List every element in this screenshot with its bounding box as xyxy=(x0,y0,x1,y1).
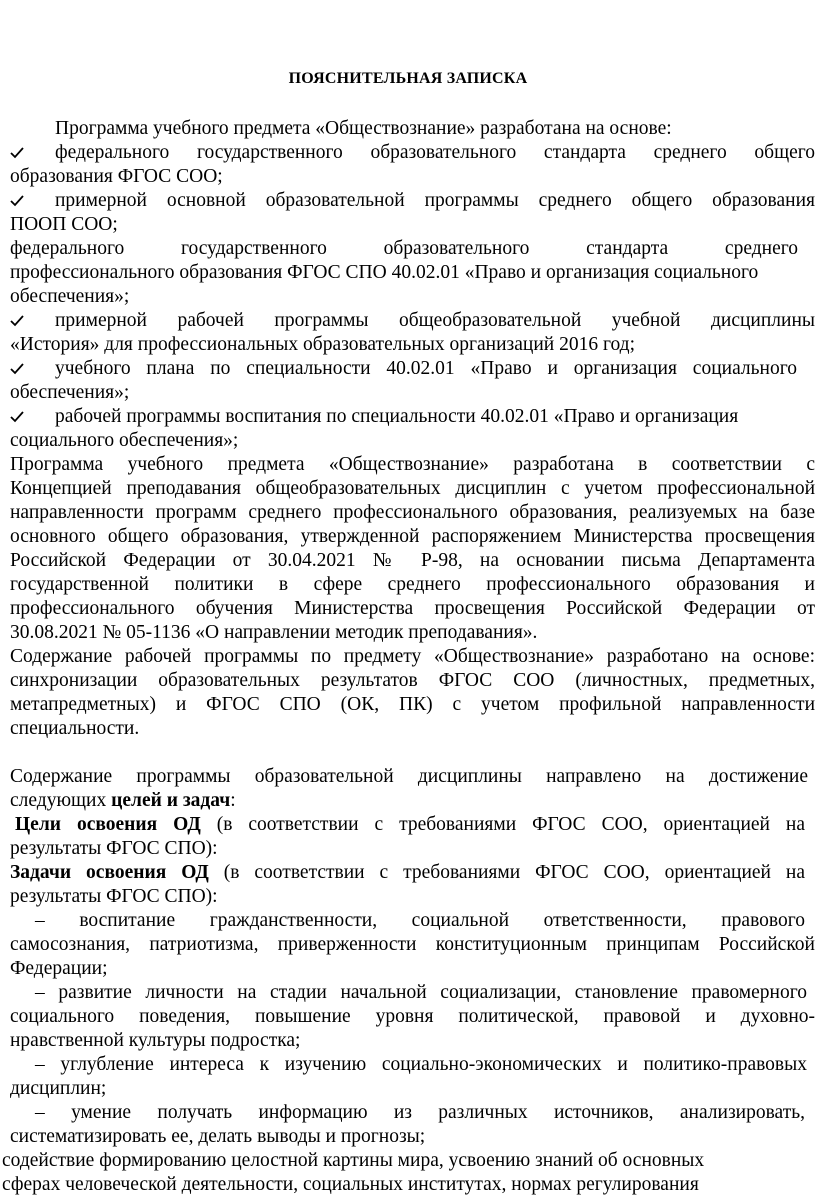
paragraph-line: сферах человеческой деятельности, социальных институтах, нормах регулирования xyxy=(2,1174,699,1195)
paragraph-line: синхронизации образовательных результатов ФГОС СОО (личностных, предметных, xyxy=(10,670,815,691)
bold-run: Цели освоения ОД xyxy=(15,814,201,835)
paragraph-line: основного общего образования, утвержденной распоряжением Министерства просвещения xyxy=(10,526,815,547)
list-item-cont: обеспечения»; xyxy=(10,382,130,403)
paragraph-line: Программа учебного предмета «Обществознание» разработана в соответствии с xyxy=(10,454,815,475)
goals-heading-line xyxy=(15,813,805,837)
dash-item-cont: социального поведения, повышение уровня политической, правовой и духовно- xyxy=(10,1006,815,1027)
list-item: примерной основной образовательной программы среднего общего образования xyxy=(55,190,815,211)
list-item-cont: образования ФГОС СОО; xyxy=(10,166,223,187)
text-run: (в соответствии с требованиями ФГОС СОО, ориентацией на xyxy=(208,862,805,883)
checkmark-icon xyxy=(10,405,40,424)
list-item-cont: обеспечения»; xyxy=(10,286,130,307)
list-item-cont: социального обеспечения»; xyxy=(10,430,239,451)
paragraph-line: направленности программ среднего профессионального образования, реализуемых на базе xyxy=(10,502,815,523)
dash-item-cont: самосознания, патриотизма, приверженности конституционным принципам Российской xyxy=(10,934,815,955)
checkmark-icon xyxy=(10,357,40,376)
list-item-cont: профессионального образования ФГОС СПО 40.02.01 «Право и организация социального xyxy=(10,262,759,283)
dash-item-cont: Федерации; xyxy=(10,958,108,979)
list-item: рабочей программы воспитания по специальности 40.02.01 «Право и организация xyxy=(55,406,739,427)
dash-item-cont: нравственной культуры подростка; xyxy=(10,1030,301,1051)
page-title: ПОЯСНИТЕЛЬНАЯ ЗАПИСКА xyxy=(288,70,528,87)
checkmark-icon xyxy=(10,141,40,160)
intro-line: Программа учебного предмета «Обществознание» разработана на основе: xyxy=(55,118,672,139)
list-item-cont: ПООП СОО; xyxy=(10,214,118,235)
paragraph-line xyxy=(10,789,815,813)
paragraph-line: содействие формированию целостной картины мира, усвоению знаний об основных xyxy=(2,1150,705,1171)
text-run: следующих xyxy=(10,790,112,811)
dash-item: – развитие личности на стадии начальной социализации, становление правомерного xyxy=(35,982,807,1003)
text-run: (в соответствии с требованиями ФГОС СОО, ориентацией на xyxy=(200,814,806,835)
checkmark-icon xyxy=(10,309,40,328)
paragraph-line: Российской Федерации от 30.04.2021 № Р-98, на основании письма Департамента xyxy=(10,550,815,571)
list-item: учебного плана по специальности 40.02.01 «Право и организация социального xyxy=(55,358,797,379)
bold-run: целей и задач xyxy=(111,790,231,811)
list-item-cont: «История» для профессиональных образовательных организаций 2016 год; xyxy=(10,334,635,355)
text-run: : xyxy=(230,790,236,811)
bold-run: Задачи освоения ОД xyxy=(10,862,209,883)
paragraph-line: специальности. xyxy=(10,718,140,739)
checkmark-icon xyxy=(10,189,40,208)
list-item: федерального государственного образовательного стандарта среднего xyxy=(10,238,798,259)
dash-item-cont: систематизировать ее, делать выводы и прогнозы; xyxy=(10,1126,426,1147)
dash-item: – умение получать информацию из различных источников, анализировать, xyxy=(35,1102,805,1123)
dash-item: – воспитание гражданственности, социальной ответственности, правового xyxy=(35,910,805,931)
list-item: федерального государственного образовательного стандарта среднего общего xyxy=(55,142,815,163)
dash-item: – углубление интереса к изучению социально-экономических и политико-правовых xyxy=(35,1054,807,1075)
tasks-heading-line xyxy=(10,861,805,885)
paragraph-line: профессионального обучения Министерства просвещения Российской Федерации от xyxy=(10,598,815,619)
paragraph-line: 30.08.2021 № 05-1136 «О направлении методик преподавания». xyxy=(10,622,538,643)
paragraph-line: результаты ФГОС СПО): xyxy=(10,886,218,907)
paragraph-line: Концепцией преподавания общеобразовательных дисциплин с учетом профессиональной xyxy=(10,478,815,499)
paragraph-line: метапредметных) и ФГОС СПО (ОК, ПК) с учетом профильной направленности xyxy=(10,694,815,715)
list-item: примерной рабочей программы общеобразовательной учебной дисциплины xyxy=(55,310,815,331)
paragraph-line: государственной политики в сфере среднего профессионального образования и xyxy=(10,574,815,595)
paragraph-line: результаты ФГОС СПО): xyxy=(10,838,218,859)
paragraph-line: Содержание программы образовательной дисциплины направлено на достижение xyxy=(10,766,808,787)
paragraph-line: Содержание рабочей программы по предмету «Обществознание» разработано на основе: xyxy=(10,646,815,667)
dash-item-cont: дисциплин; xyxy=(10,1078,107,1099)
